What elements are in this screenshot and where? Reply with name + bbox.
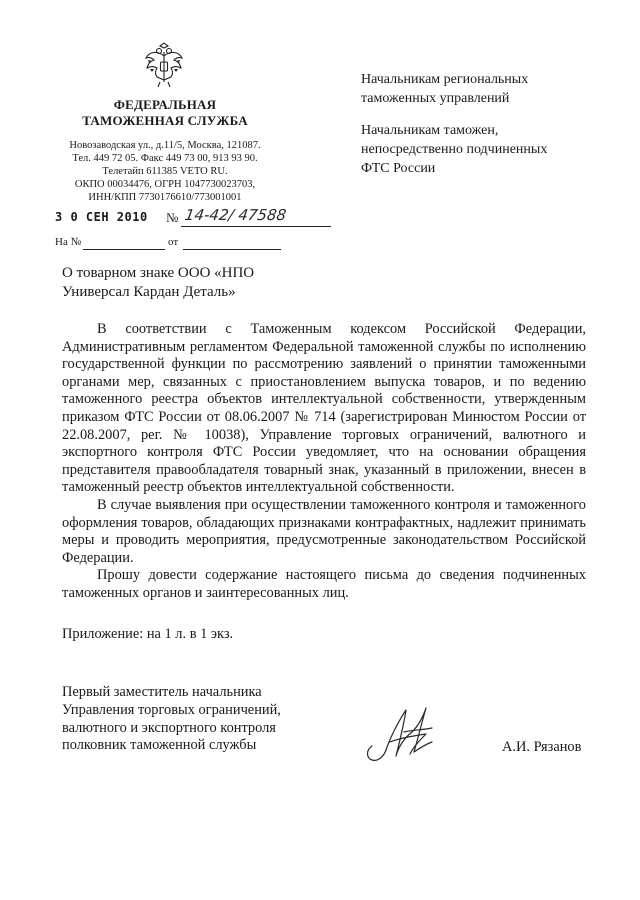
reference-number-line: [83, 249, 165, 250]
addressee-line: Начальникам региональных: [361, 72, 529, 87]
attachment-note: Приложение: на 1 л. в 1 экз.: [62, 626, 234, 642]
signer-name: А.И. Рязанов: [502, 739, 582, 755]
subject-line-2: Универсал Кардан Деталь»: [62, 284, 236, 300]
registration-number-label: №: [166, 210, 179, 225]
addressee-line: ФТС России: [361, 161, 436, 176]
reference-date-line: [183, 249, 281, 250]
addressee-block: [361, 70, 611, 191]
signer-title: [62, 684, 322, 755]
signature-icon: [360, 702, 450, 768]
coat-of-arms-icon: [143, 42, 185, 88]
org-name-line-1: ФЕДЕРАЛЬНАЯ: [113, 97, 217, 112]
org-name-line-2: ТАМОЖЕННАЯ СЛУЖБА: [82, 113, 248, 128]
org-teletype: Телетайп 611385 VETO RU.: [102, 166, 228, 177]
letter-subject: [62, 264, 322, 302]
reference-date-label: от: [168, 236, 179, 248]
registration-number: 14-42/ 47588: [183, 206, 288, 224]
registration-row: [55, 206, 295, 230]
organization-details: [55, 139, 275, 204]
reference-row: [55, 236, 295, 254]
registration-date-stamp: 3 0 СЕН 2010: [55, 210, 148, 224]
body-paragraph-2: В случае выявления при осуществлении таможенного контроля и таможенного оформления товаров, обладающих признаками контрафактных, надлежит принимать меры и проводить мероприятия, предусмотренные законодательством Российской Федерации.: [62, 496, 586, 566]
signer-title-line: валютного и экспортного контроля: [62, 719, 276, 736]
org-okpo: ОКПО 00034476, ОГРН 1047730023703,: [74, 179, 256, 190]
signer-title-line: Управления торговых ограничений,: [62, 701, 281, 718]
addressee-line: непосредственно подчиненных: [361, 142, 548, 157]
signer-title-line: полковник таможенной службы: [62, 737, 257, 754]
addressee-line: Начальникам таможен,: [361, 123, 499, 138]
body-paragraph-1: В соответствии с Таможенным кодексом Российской Федерации, Административным регламентом Федеральной таможенной службы по исполнению государственной функции по рассмотрению заявлений о принятии таможенными органами мер, связанных с приостановлением выпуска товаров, и по ведению таможенного реестра объектов интеллектуальной собственности, утвержденным приказом ФТС России от 08.06.2007 № 714 (зарегистрирован Минюстом России от 22.08.2007, рег. № 10038), Управление торговых ограничений, валютного и экспортного контроля ФТС России уведомляет, что на основании обращения представителя правообладателя товарный знак, указанный в приложении, внесен в таможенный реестр объектов интеллектуальной собственности.: [62, 321, 586, 496]
org-phone: Тел. 449 72 05. Факс 449 73 00, 913 93 90.: [72, 153, 258, 164]
letter-body: [62, 321, 586, 603]
registration-number-line: [181, 226, 331, 227]
reference-number-label: На №: [55, 236, 82, 248]
signer-title-line: Первый заместитель начальника: [62, 684, 262, 700]
addressee-line: таможенных управлений: [361, 91, 510, 106]
addressee-group-customs: [361, 121, 611, 178]
addressee-group-regional: [361, 70, 611, 108]
org-inn: ИНН/КПП 7730176610/773001001: [88, 192, 242, 203]
org-address: Новозаводская ул., д.11/5, Москва, 121087.: [69, 140, 261, 151]
body-paragraph-3: Прошу довести содержание настоящего письма до сведения подчиненных таможенных органов и заинтересованных лиц.: [62, 567, 586, 601]
organization-name: [60, 97, 270, 129]
subject-line-1: О товарном знаке ООО «НПО: [62, 265, 255, 281]
